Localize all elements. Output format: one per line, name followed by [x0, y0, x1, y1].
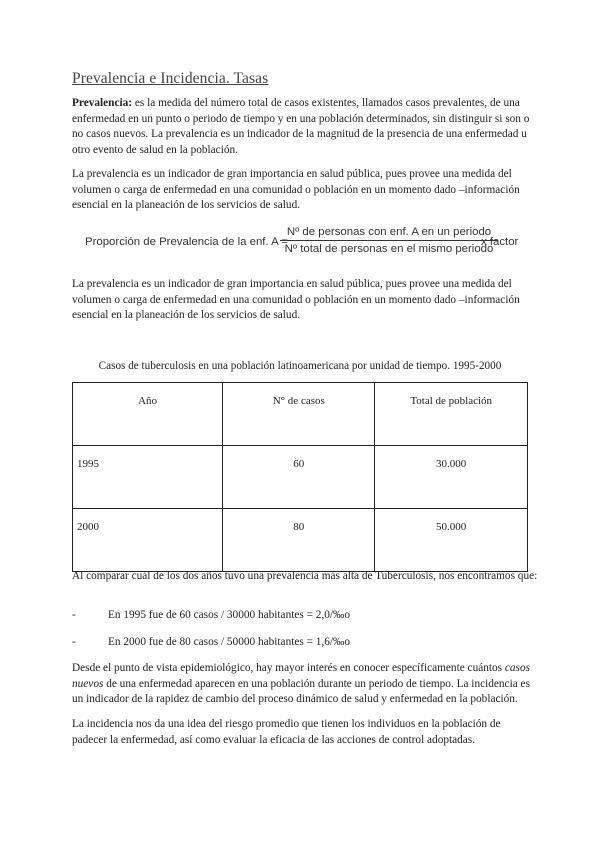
formula-fraction — [280, 226, 498, 255]
paragraph-incidence — [72, 661, 538, 708]
list-dash: - — [72, 636, 76, 648]
prevalence-definition-text: es la medida del número total de casos existentes, llamados casos prevalentes, de una enfermedad en un punto o periodo de tiempo y en una población determinados, sin distinguir si son o no casos nuevos. La prevalencia es un indicador de la magnitud de la presencia de una enfermedad u otro evento de salud en la población. — [72, 97, 530, 156]
list-dash: - — [72, 609, 76, 621]
formula-denominator: Nº total de personas en el mismo periodo — [284, 243, 494, 255]
cell-population: 30.000 — [375, 446, 528, 509]
header-year: Año — [73, 383, 223, 446]
formula-lhs: Proporción de Prevalencia de la enf. A = — [85, 236, 288, 248]
cell-year: 2000 — [73, 509, 223, 572]
table-row — [73, 446, 528, 509]
paragraph-comparison: Al comparar cuál de los dos años tuvo una prevalencia más alta de Tuberculosis, nos encontramos que: — [72, 570, 538, 582]
cell-population: 50.000 — [375, 509, 528, 572]
paragraph-risk: La incidencia nos da una idea del riesgo promedio que tienen los individuos en la población de padecer la enfermedad, así como evaluar la eficacia de las acciones de control adoptadas. — [72, 718, 501, 746]
incidence-text-after: de una enfermedad aparecen en una población durante un periodo de tiempo. La incidencia es un indicador de la rapidez de cambio del proceso dinámico de salud y enfermedad en la población. — [72, 677, 530, 706]
header-population: Total de población — [375, 383, 528, 446]
table-row — [73, 509, 528, 572]
formula-factor: x factor — [481, 236, 519, 248]
prevalence-definition — [72, 96, 538, 158]
page-title: Prevalencia e Incidencia. Tasas — [72, 70, 269, 87]
table-header-row — [73, 383, 528, 446]
table-caption: Casos de tuberculosis en una población latinoamericana por unidad de tiempo. 1995-2000 — [98, 360, 502, 372]
list-item-text: En 1995 fue de 60 casos / 30000 habitantes = 2,0/‰o — [108, 609, 350, 621]
cell-cases: 80 — [223, 509, 375, 572]
cell-year: 1995 — [73, 446, 223, 509]
prevalence-formula — [85, 226, 525, 260]
header-cases: N° de casos — [223, 383, 375, 446]
list-item-text: En 2000 fue de 80 casos / 50000 habitantes = 1,6/‰o — [108, 636, 350, 648]
tuberculosis-table — [72, 382, 528, 572]
formula-numerator: Nº de personas con enf. A en un periodo — [280, 226, 498, 241]
incidence-emphasis: casos nuevos — [72, 662, 530, 690]
cell-cases: 60 — [223, 446, 375, 509]
paragraph-importance: La prevalencia es un indicador de gran importancia en salud pública, pues provee una medida del volumen o carga de enfermedad en una comunidad o población en un momento dado –información esencial en la planeación de los servicios de salud. — [72, 168, 520, 212]
paragraph-importance-repeat: La prevalencia es un indicador de gran importancia en salud pública, pues provee una medida del volumen o carga de enfermedad en una comunidad o población en un momento dado –información esencial en la planeación de los servicios de salud. — [72, 278, 520, 322]
incidence-text-before: Desde el punto de vista epidemiológico, hay mayor interés en conocer específicamente cuántos — [72, 662, 505, 674]
prevalence-term: Prevalencia: — [72, 97, 133, 109]
